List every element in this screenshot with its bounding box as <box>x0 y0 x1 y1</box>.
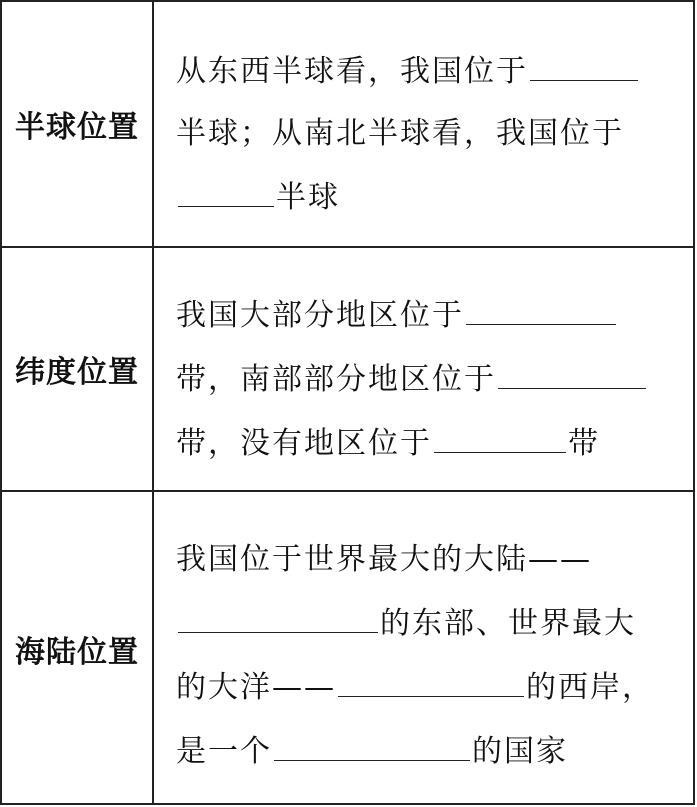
text-line <box>176 726 568 770</box>
text-segment: 的西岸， <box>526 670 654 705</box>
row-label-sea-land: 海陆位置 <box>2 492 154 805</box>
text-line <box>176 290 618 334</box>
text-segment: 我国位于世界最大的大陆—— <box>176 542 592 577</box>
answer-blank[interactable] <box>530 54 638 81</box>
answer-blank[interactable] <box>498 362 646 389</box>
answer-blank[interactable] <box>274 734 470 761</box>
text-segment: 我国大部分地区位于 <box>176 298 464 333</box>
text-line <box>176 598 636 642</box>
text-line <box>176 662 654 706</box>
text-line <box>176 172 340 216</box>
text-line <box>176 534 592 578</box>
answer-blank[interactable] <box>178 606 378 633</box>
text-segment: 从东西半球看，我国位于 <box>176 54 528 89</box>
text-segment: 的东部、世界最大 <box>380 606 636 641</box>
text-line <box>176 46 640 90</box>
answer-blank[interactable] <box>178 180 274 207</box>
answer-blank[interactable] <box>338 670 524 697</box>
text-segment: 的国家 <box>472 734 568 769</box>
text-segment: 带 <box>568 426 600 461</box>
table-row-latitude <box>2 248 693 492</box>
text-segment: 的大洋—— <box>176 670 336 705</box>
text-line <box>176 108 624 152</box>
row-label-hemisphere: 半球位置 <box>2 2 154 246</box>
text-line <box>176 418 600 462</box>
text-segment: 带，南部部分地区位于 <box>176 362 496 397</box>
text-segment: 带，没有地区位于 <box>176 426 432 461</box>
text-line <box>176 354 648 398</box>
answer-blank[interactable] <box>466 298 616 325</box>
row-content-latitude <box>154 248 693 490</box>
table-row-hemisphere <box>2 2 693 248</box>
row-content-hemisphere <box>154 2 693 246</box>
table-row-sea-land <box>2 492 693 805</box>
text-segment: 半球 <box>276 180 340 215</box>
row-content-sea-land <box>154 492 693 805</box>
text-segment: 半球；从南北半球看，我国位于 <box>176 116 624 151</box>
answer-blank[interactable] <box>434 426 566 453</box>
text-segment: 是一个 <box>176 734 272 769</box>
row-label-latitude: 纬度位置 <box>2 248 154 490</box>
